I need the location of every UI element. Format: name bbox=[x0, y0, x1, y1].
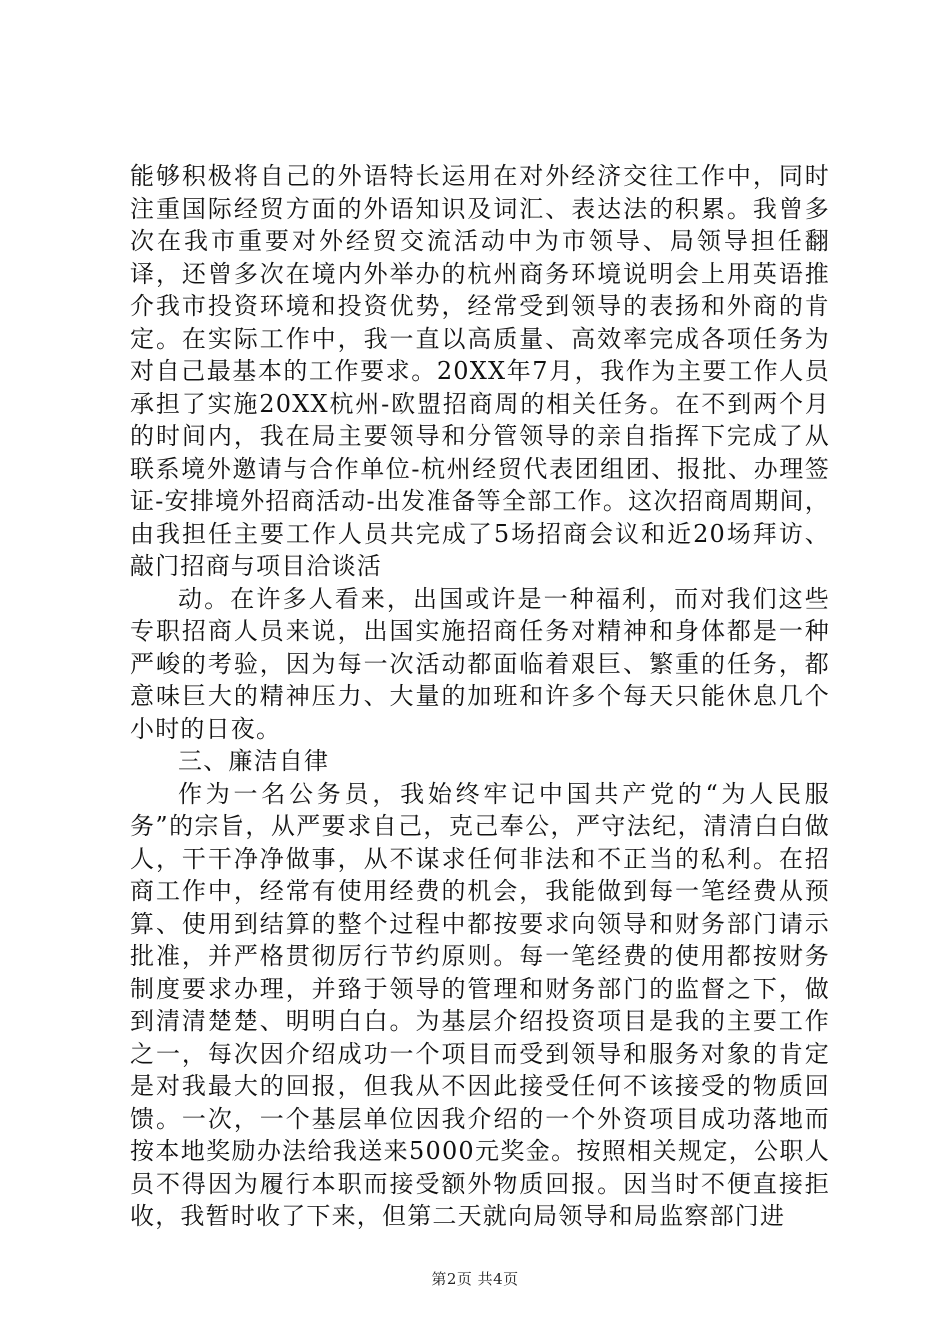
section-heading-integrity: 三、廉洁自律 bbox=[178, 747, 330, 775]
document-body bbox=[130, 160, 830, 1233]
paragraph-investment-week: 动。在许多人看来，出国或许是一种福利，而对我们这些专职招商人员来说，出国实施招商任务对精神和身体都是一种严峻的考验，因为每一次活动都面临着艰巨、繁重的任务，都意味巨大的精神压力、大量的加班和许多个每天只能休息几个小时的日夜。 bbox=[130, 584, 830, 743]
paragraph-integrity: 作为一名公务员，我始终牢记中国共产党的“为人民服务”的宗旨，从严要求自己，克己奉公，严守法纪，清清白白做人，干干净净做事，从不谋求任何非法和不正当的私利。在招商工作中，经常有使用经费的机会，我能做到每一笔经费从预算、使用到结算的整个过程中都按要求向领导和财务部门请示批准，并严格贯彻厉行节约原则。每一笔经费的使用都按财务制度要求办理，并臵于领导的管理和财务部门的监督之下，做到清清楚楚、明明白白。为基层介绍投资项目是我的主要工作之一，每次因介绍成功一个项目而受到领导和服务对象的肯定是对我最大的回报，但我从不因此接受任何不该接受的物质回馈。一次，一个基层单位因我介绍的一个外资项目成功落地而按本地奖励办法给我送来5000元奖金。按照相关规定，公职人员不得因为履行本职而接受额外物质回报。因当时不便直接拒收，我暂时收了下来，但第二天就向局领导和局监察部门进 bbox=[130, 779, 830, 1230]
paragraph-foreign-language-work: 能够积极将自己的外语特长运用在对外经济交往工作中，同时注重国际经贸方面的外语知识及词汇、表达法的积累。我曾多次在我市重要对外经贸交流活动中为市领导、局领导担任翻译，还曾多次在境内外举办的杭州商务环境说明会上用英语推介我市投资环境和投资优势，经常受到领导的表扬和外商的肯定。在实际工作中，我一直以高质量、高效率完成各项任务为对自己最基本的工作要求。20XX年7月，我作为主要工作人员承担了实施20XX杭州-欧盟招商周的相关任务。在不到两个月的时间内，我在局主要领导和分管领导的亲自指挥下完成了从联系境外邀请与合作单位-杭州经贸代表团组团、报批、办理签证-安排境外招商活动-出发准备等全部工作。这次招商周期间，由我担任主要工作人员共完成了5场招商会议和近20场拜访、敲门招商与项目洽谈活 bbox=[130, 162, 830, 580]
page-footer: 第2页 共4页 bbox=[431, 1270, 519, 1288]
